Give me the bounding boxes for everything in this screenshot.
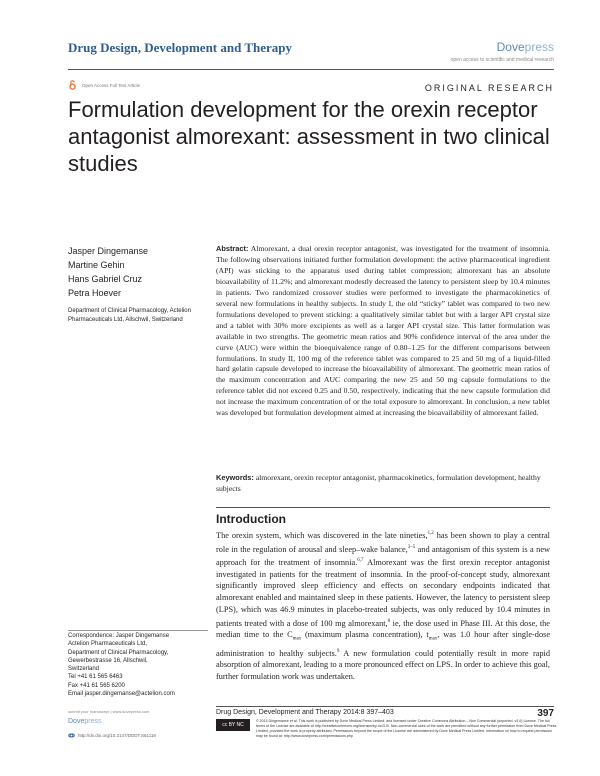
link-icon [68,732,75,739]
correspondence-line: Fax +41 61 565 6200 [68,682,125,689]
intro-text: and antagonism of this system is a new approach for the treatment of insomnia. [216,544,550,567]
journal-name: Drug Design, Development and Therapy [68,40,293,55]
footer-logo-a: Dove [68,718,85,725]
citation[interactable]: 9 [336,648,340,654]
intro-text: The orexin system, which was discovered in the late nineties, [216,530,428,540]
open-access-icon [68,80,77,90]
open-access-text: Open Access Full Text Article [82,82,140,88]
doi-link[interactable] [68,732,156,739]
doi-text: http://dx.doi.org/10.2147/DDDT.S61118 [78,733,156,738]
keywords [216,473,550,495]
author[interactable]: Hans Gabriel Cruz [68,274,143,284]
footer-citation: Drug Design, Development and Therapy 2014:8 397–403 [216,709,394,716]
open-access-badge [68,80,140,90]
correspondence [68,632,208,698]
correspondence-line: Switzerland [68,666,100,673]
publisher-tagline: open access to scientific and medical research [450,57,554,63]
intro-heading: Introduction [216,512,286,526]
author[interactable]: Petra Hoever [68,288,122,298]
footer-rule [216,706,554,707]
correspondence-line: Department of Clinical Pharmacology, [68,649,169,656]
publisher-logo-a: Dove [496,40,525,54]
citation[interactable]: 8 [387,618,391,624]
intro-text: has been shown to play a central role in the regulation of arousal and sleep–wake balance, [216,530,550,554]
author[interactable]: Jasper Dingemanse [68,246,149,256]
author[interactable]: Martine Gehin [68,260,125,270]
subscript: max [292,637,302,643]
citation[interactable]: 1,2 [427,531,434,536]
correspondence-email[interactable]: Email jasper.dingemanse@actelion.com [68,691,175,698]
section-label: ORIGINAL RESEARCH [424,83,554,93]
correspondence-line: Tel +41 61 565 6463 [68,674,123,681]
intro-text: Almorexant was the first orexin receptor antagonist investigated in patients for the treatment of insomnia. In the proof-of-concept study, almorexant significantly improved sleep efficiency and effects on secondary endpoints indicated that almorexant enabled and maintained sleep in these patients. However, the latency to persistent sleep (LPS), which was 46.9 minutes in placebo-treated subjects, was only reduced by 10.4 minutes in patients treated with a dose of 100 mg almorexant, [216,557,550,628]
article-title: Formulation development for the orexin receptor antagonist almorexant: assessment in two clinical studies [68,97,550,176]
license-block [216,719,558,739]
page-number: 397 [537,708,554,719]
keywords-text: almorexant, orexin receptor antagonist, pharmacokinetics, formulation development, healthy subjects [216,473,541,493]
subscript: max [428,637,438,643]
citation[interactable]: 6,7 [357,558,364,564]
intro-text: A new formulation could potentially result in more rapid absorption of almorexant, leading to a more pronounced effect on LPS. In order to achieve this goal, further formulation work was undertaken. [216,648,550,682]
author-list [68,244,148,300]
keywords-rule [216,507,550,508]
correspondence-line: Gewerbestrasse 16, Allschwil, [68,657,148,664]
footer-publisher-logo[interactable] [68,718,101,725]
correspondence-label: Correspondence: Jasper Dingemanse [68,633,170,639]
abstract-label: Abstract: [216,244,249,253]
correspondence-rule [68,630,208,631]
intro-text: ie, the dose used in Phase III. At this dose, the median time to the C [216,618,550,640]
intro-paragraph [216,528,550,683]
publisher-logo[interactable] [497,40,554,54]
keywords-label: Keywords: [216,473,254,482]
publisher-logo-b: press [524,40,554,54]
correspondence-line: Actelion Pharmaceuticals Ltd, [68,641,148,648]
citation[interactable]: 3–5 [407,544,416,550]
cc-license-icon[interactable]: cc BY NC [216,719,250,731]
abstract [216,244,550,419]
license-text: © 2014 Dingemanse et al. This work is published by Dove Medical Press Limited, and licensed under Creative Commons Attribution – Non Commercial (unported, v3.0) License. The full terms of the License are available at http://creativecommons.org/licenses/by-nc/3.0/. Non-commercial uses of the work are permitted without any further permission from Dove Medical Press Limited, provided the work is properly attributed. Permissions beyond the scope of the License are administered by Dove Medical Press Limited. Information on how to request permission may be found at: http://www.dovepress.com/permissions.php [256,719,557,738]
affiliation: Department of Clinical Pharmacology, Actelion Pharmaceuticals Ltd, Allschwil, Switzerland [68,308,191,323]
intro-text: (maximum plasma concentration), t [301,630,429,640]
submit-link[interactable]: submit your manuscript | www.dovepress.com [68,709,150,714]
header-rule [68,69,554,70]
intro-text: , was 1.0 hour after single-dose administration to healthy subjects. [216,630,551,658]
abstract-text: Almorexant, a dual orexin receptor antagonist, was investigated for the treatment of insomnia. The following observations initiated further formulation development: the active pharmaceutical ingredient (API) was sticking to the apparatus used during tablet compression; almorexant has an absolute bioavailability of 11.2%; and almorexant modestly decreased the latency to persistent sleep by 10.4 minutes in patients. Two randomized crossover studies were performed to investigate the pharmacokinetics of several new formulations in healthy subjects. In study I, the old “sticky” tablet was compared to two new formulations developed to prevent sticking: a qualitatively similar tablet but with a larger API crystal size and a tablet with 30% more excipients as well as a larger API crystal size. This latter formulation was available in two strengths. The geometric mean ratios and 90% confidence interval of the area under the curve (AUC) were within the bioequivalence range of 0.80–1.25 for the different comparisons between formulations. In study II, 100 mg of the reference tablet was compared to 25 and 50 mg of a liquid-filled hard gelatin capsule developed to increase the bioavailability of almorexant. The geometric mean ratios of the maximum concentration and AUC comparing the new 25 and 50 mg capsule formulations to the reference tablet did not exceed 0.25 and 0.50, respectively, indicating that the new capsule formulation did not increase the maximum concentration of or the total exposure to almorexant. In conclusion, a new tablet was developed but formulation development aimed at increasing the bioavailability of almorexant failed. [216,244,550,418]
footer-logo-b: press [84,718,102,725]
